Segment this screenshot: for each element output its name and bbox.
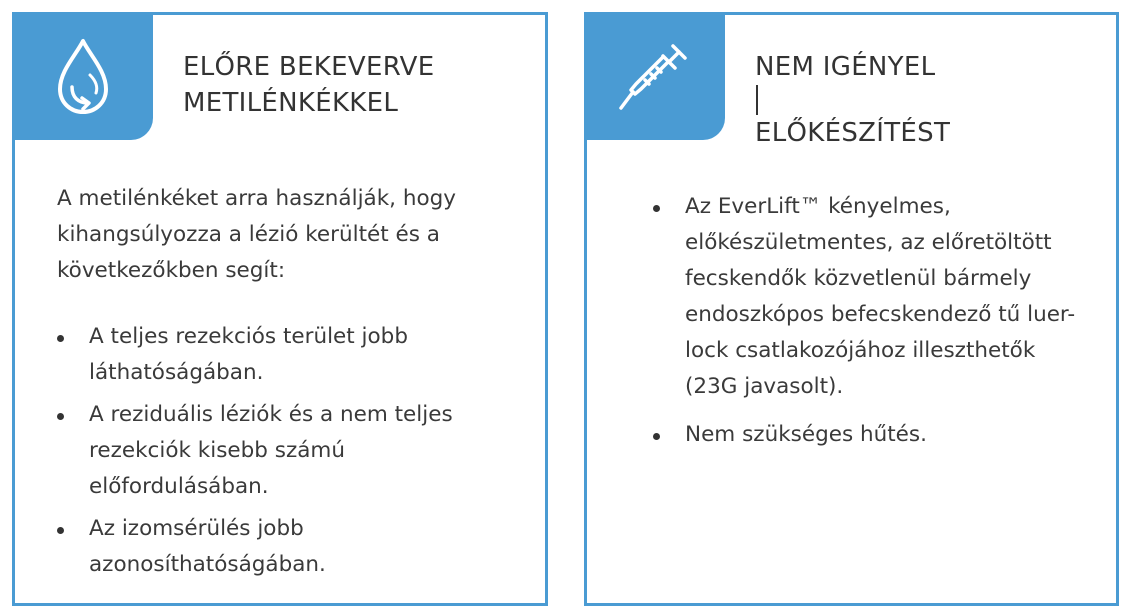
bullet-dot	[57, 335, 64, 342]
list-item-text: A reziduális léziók és a nem teljes rezekciók kisebb számú előfordulásában.	[89, 402, 453, 499]
syringe-icon	[613, 34, 697, 118]
bullet-dot	[653, 433, 660, 440]
icon-panel	[12, 12, 153, 140]
list-item-text: Az EverLift™ kényelmes, előkészületmentes, az előretöltött fecskendők közvetlenül bármely endoszkópos befecskendező tű luer-lock csatlakozójához illeszthetők (23G javasolt).	[685, 194, 1076, 399]
icon-panel	[584, 12, 725, 140]
card-title	[183, 49, 434, 121]
title-line-1: ELŐRE BEKEVERVE	[183, 52, 435, 82]
bullet-dot	[57, 527, 64, 534]
list-item-text: Az izomsérülés jobb azonosíthatóságában.	[89, 516, 326, 577]
title-line-1: NEM IGÉNYEL	[755, 49, 950, 115]
card-premixed	[12, 12, 548, 606]
text-cursor	[756, 85, 758, 115]
list-item	[57, 397, 507, 505]
list-item-text: Nem szükséges hűtés.	[685, 422, 927, 447]
list-item	[653, 189, 1093, 405]
intro-text: A metilénkéket arra használják, hogy kihangsúlyozza a lézió kerültét és a következőkben segít:	[57, 186, 456, 283]
list-item	[57, 319, 507, 391]
bullet-dot	[653, 205, 660, 212]
benefit-list	[57, 319, 507, 589]
title-line-2: METILÉNKÉKKEL	[183, 88, 399, 118]
title-line-2: ELŐKÉSZÍTÉST	[755, 118, 951, 148]
benefit-list	[653, 189, 1093, 465]
list-item	[57, 511, 507, 583]
water-drop-arrow-icon	[48, 35, 118, 117]
card-title	[755, 49, 950, 151]
bullet-dot	[57, 413, 64, 420]
card-no-preparation	[584, 12, 1119, 606]
list-item-text: A teljes rezekciós terület jobb láthatóságában.	[89, 324, 408, 385]
list-item	[653, 417, 1093, 453]
